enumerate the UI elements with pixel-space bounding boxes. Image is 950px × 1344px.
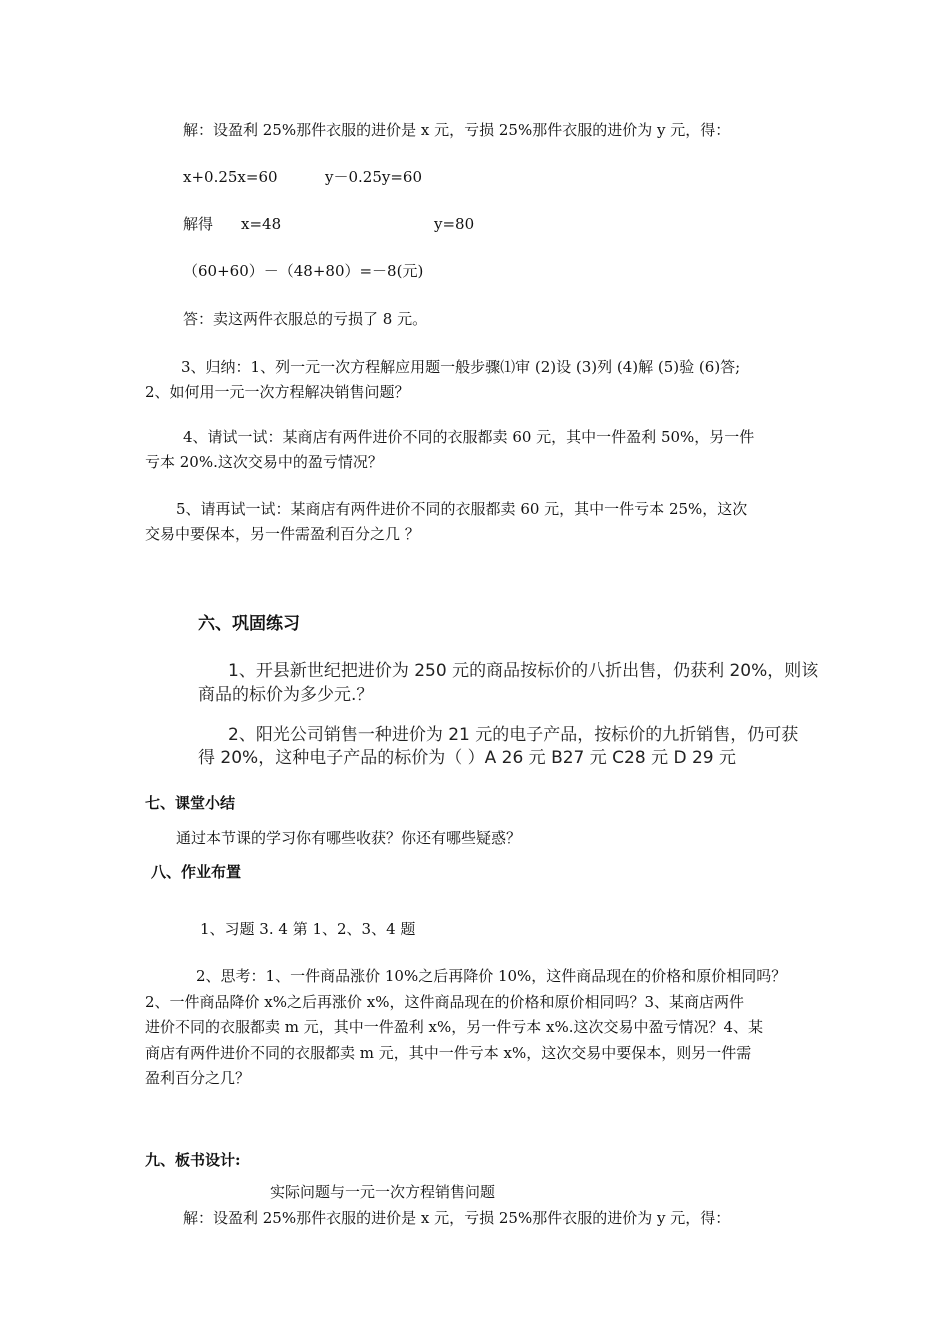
- exercise-2-line-2: 得 20%，这种电子产品的标价为（ ）A 26 元 B27 元 C28 元 D 29 元: [198, 748, 737, 768]
- summary-text: 通过本节课的学习你有哪些收获？你还有哪些疑惑？: [176, 829, 522, 847]
- homework-2-line-3: 进价不同的衣服都卖 m 元，其中一件盈利 x%，另一件亏本 x%.这次交易中盈亏情况？4、某: [145, 1018, 764, 1036]
- board-subtitle: 实际问题与一元一次方程销售问题: [270, 1183, 496, 1201]
- homework-2-line-5: 盈利百分之几？: [145, 1069, 251, 1087]
- section-6-title: 六、巩固练习: [198, 614, 300, 634]
- x-value: x=48: [241, 215, 282, 233]
- calculation: （60+60）－（48+80）=－8(元): [183, 262, 424, 280]
- try2-line-2: 交易中要保本，另一件需盈利百分之几 ？: [145, 525, 420, 543]
- induction-line-2: 2、如何用一元一次方程解决销售问题？: [145, 383, 410, 401]
- try2-line-1: 5、请再试一试：某商店有两件进价不同的衣服都卖 60 元，其中一件亏本 25%，这次: [176, 500, 748, 518]
- induction-line-1: 3、归纳：1、列一元一次方程解应用题一般步骤⑴审 (2)设 (3)列 (4)解 (5)验 (6)答;: [181, 358, 741, 376]
- homework-2-line-1: 2、思考：1、一件商品涨价 10%之后再降价 10%，这件商品现在的价格和原价相同吗？: [196, 967, 787, 985]
- homework-1: 1、习题 3. 4 第 1、2、3、4 题: [200, 920, 416, 938]
- exercise-1-line-1: 1、开县新世纪把进价为 250 元的商品按标价的八折出售，仍获利 20%，则该: [228, 661, 819, 681]
- y-value: y=80: [434, 215, 475, 233]
- try1-line-2: 亏本 20%.这次交易中的盈亏情况？: [145, 453, 383, 471]
- homework-2-line-2: 2、一件商品降价 x%之后再涨价 x%，这件商品现在的价格和原价相同吗？3、某商店两件: [145, 993, 745, 1011]
- section-7-title: 七、课堂小结: [145, 794, 236, 812]
- try1-line-1: 4、请试一试：某商店有两件进价不同的衣服都卖 60 元，其中一件盈利 50%，另一件: [183, 428, 755, 446]
- exercise-1-line-2: 商品的标价为多少元.？: [198, 685, 374, 705]
- section-9-title: 九、板书设计:: [145, 1151, 241, 1169]
- equation-1: x+0.25x=60: [183, 168, 278, 186]
- equation-2: y－0.25y=60: [325, 168, 423, 186]
- answer: 答：卖这两件衣服总的亏损了 8 元。: [183, 310, 428, 328]
- solution-intro: 解：设盈利 25%那件衣服的进价是 x 元，亏损 25%那件衣服的进价为 y 元，得：: [183, 121, 731, 139]
- section-8-title: 八、作业布置: [151, 863, 242, 881]
- board-text: 解：设盈利 25%那件衣服的进价是 x 元，亏损 25%那件衣服的进价为 y 元，得：: [183, 1209, 731, 1227]
- exercise-2-line-1: 2、阳光公司销售一种进价为 21 元的电子产品，按标价的九折销售，仍可获: [228, 725, 799, 745]
- homework-2-line-4: 商店有两件进价不同的衣服都卖 m 元，其中一件亏本 x%，这次交易中要保本，则另一件需: [145, 1044, 752, 1062]
- solve-label: 解得: [183, 215, 214, 233]
